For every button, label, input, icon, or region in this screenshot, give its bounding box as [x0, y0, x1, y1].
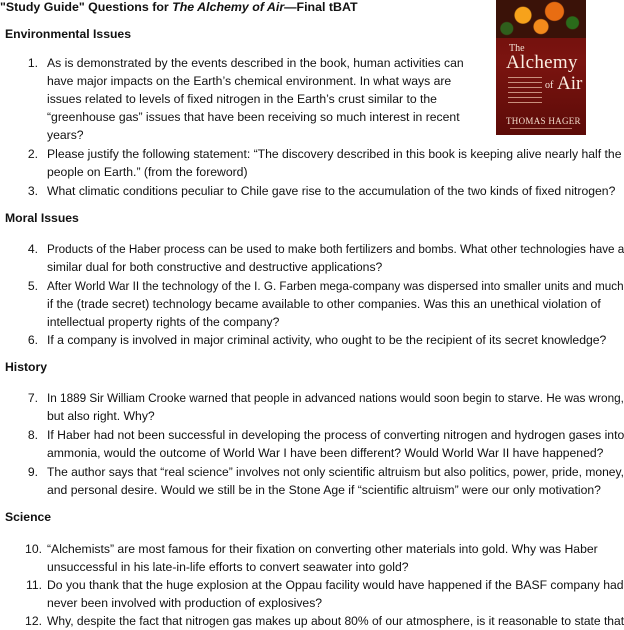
title-book: The Alchemy of Air: [172, 0, 285, 14]
question-line: people on Earth.” (from the foreword): [47, 165, 248, 179]
question-line: issues related to levels of fixed nitrogen in the Earth’s crust similar to the: [47, 92, 437, 106]
question-line: The author says that “real science” involves not only scientific altruism but also politics, power, pride, money,: [47, 465, 624, 479]
question-line: As is demonstrated by the events described in the book, human activities can: [47, 56, 464, 70]
question-number: 1.: [27, 56, 38, 70]
question-line: What climatic conditions peculiar to Chile gave rise to the accumulation of the two kinds of fixed nitrogen?: [47, 184, 616, 198]
cover-tagline: [510, 128, 572, 129]
cover-air: Air: [557, 73, 583, 94]
question-line: Please justify the following statement: “The discovery described in this book is keeping alive nearly half the: [47, 147, 622, 161]
section-heading: Environmental Issues: [5, 27, 131, 41]
question-line: Do you thank that the huge explosion at the Oppau facility would have happened if the BASF company had: [47, 578, 624, 592]
question-number: 5.: [27, 279, 38, 293]
question-number: 2.: [27, 147, 38, 161]
question-line: “Alchemists” are most famous for their fixation on converting other materials into gold. Why was Haber: [47, 542, 598, 556]
question-line: If a company is involved in major criminal activity, who ought to be the recipient of its secret knowledge?: [47, 333, 607, 347]
question-line: Why, despite the fact that nitrogen gas makes up about 80% of our atmosphere, is it reasonable to state that: [47, 614, 624, 628]
question-number: 10.: [25, 542, 42, 556]
question-line: never been involved with production of explosives?: [47, 596, 323, 610]
question-line: have major impacts on the Earth’s chemical environment. In what ways are: [47, 74, 452, 88]
question-line: “greenhouse gas” issues that have been receiving so much interest in recent: [47, 110, 460, 124]
question-line: In 1889 Sir William Crooke warned that people in advanced nations would soon begin to starve. He was wrong,: [47, 391, 624, 405]
question-line: Products of the Haber process can be used to make both fertilizers and bombs. What other technologies have a: [47, 242, 624, 256]
question-line: similar dual for both constructive and destructive applications?: [47, 260, 383, 274]
document-title: [0, 0, 358, 14]
cover-alchemy: Alchemy: [506, 52, 578, 73]
section-heading: Moral Issues: [5, 211, 79, 225]
question-line: if the (trade secret) technology became available to other companies. Was this an unethical violation of: [47, 297, 601, 311]
title-suffix: —Final tBAT: [284, 0, 358, 14]
book-cover-image: [496, 0, 586, 135]
cover-author: THOMAS HAGER: [506, 116, 581, 126]
question-line: ammonia, would the outcome of World War I have been different? Would World War II have happened?: [47, 446, 604, 460]
question-line: If Haber had not been successful in developing the process of converting nitrogen and hydrogen gases into: [47, 428, 624, 442]
question-number: 7.: [27, 391, 38, 405]
cover-photo: [496, 0, 586, 38]
question-line: intellectual property rights of the company?: [47, 315, 280, 329]
question-number: 9.: [27, 465, 38, 479]
question-number: 11.: [25, 578, 42, 592]
question-line: and personal desire. Would we still be in the Stone Age if “scientific altruism” were our only motivation?: [47, 483, 601, 497]
question-line: but also right. Why?: [47, 409, 155, 423]
question-number: 6.: [27, 333, 38, 347]
question-number: 3.: [27, 184, 38, 198]
title-prefix: "Study Guide" Questions for: [0, 0, 173, 14]
cover-of: of: [545, 80, 554, 91]
question-number: 12.: [25, 614, 42, 628]
section-heading: Science: [5, 510, 52, 524]
question-number: 4.: [27, 242, 38, 256]
cover-the: The: [509, 43, 525, 54]
question-line: years?: [47, 128, 84, 142]
cover-blurb: [508, 77, 542, 107]
question-line: After World War II the technology of the I. G. Farben mega-company was dispersed into smaller units and much: [47, 279, 624, 293]
question-number: 8.: [27, 428, 38, 442]
question-line: unsuccessful in his late-in-life efforts to convert seawater into gold?: [47, 560, 409, 574]
section-heading: History: [5, 360, 47, 374]
